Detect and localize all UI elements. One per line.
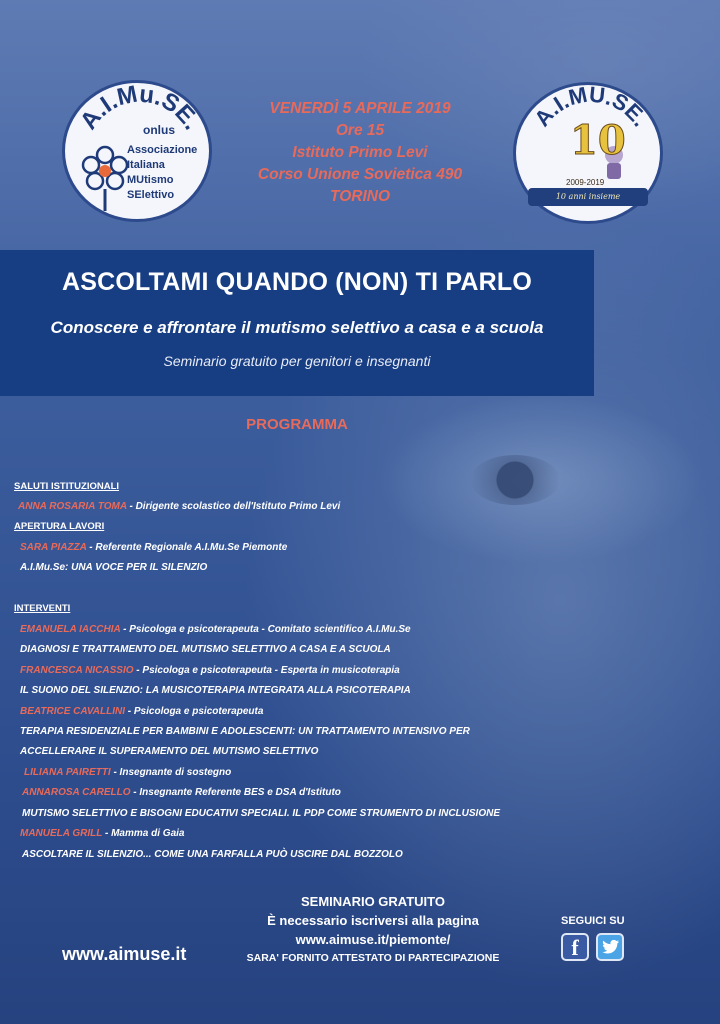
twitter-icon[interactable] <box>596 933 624 961</box>
certificate-note: SARA' FORNITO ATTESTATO DI PARTECIPAZIONE <box>246 952 500 964</box>
aimuse-logo <box>62 80 212 222</box>
seminario-gratuito: SEMINARIO GRATUITO <box>301 894 445 909</box>
program-entry: LILIANA PAIRETTI - Insegnante di sostegno <box>24 767 232 778</box>
follow-label: SEGUICI SU <box>561 915 625 927</box>
website-link[interactable]: www.aimuse.it <box>62 944 187 964</box>
program-entry: BEATRICE CAVALLINI - Psicologa e psicoterapeuta <box>20 706 264 717</box>
section-saluti: SALUTI ISTITUZIONALI <box>14 481 120 492</box>
flower-icon <box>83 147 127 211</box>
anniversary-years: 2009-2019 <box>566 178 605 187</box>
anniversary-number: 10 <box>570 117 626 164</box>
event-info <box>240 98 480 208</box>
poster-title: ASCOLTAMI QUANDO (NON) TI PARLO <box>61 268 533 296</box>
talk-title: A.I.Mu.Se: UNA VOCE PER IL SILENZIO <box>20 562 208 573</box>
event-venue: Istituto Primo Levi <box>292 144 428 161</box>
poster-tagline: Seminario gratuito per genitori e insegnanti <box>163 353 431 369</box>
event-time: Ore 15 <box>335 122 385 139</box>
svg-text:A.I.Mu.SE.: A.I.Mu.SE. <box>74 83 206 135</box>
registration-note: È necessario iscriversi alla pagina <box>267 913 479 928</box>
twitter-bird-glyph <box>598 935 622 959</box>
svg-text:A.I.MU.SE.: A.I.MU.SE. <box>529 85 654 131</box>
event-address: Corso Unione Sovietica 490 <box>257 166 463 183</box>
logo-association-name: Associazione Italiana MUtismo SElettivo <box>127 144 198 201</box>
section-apertura: APERTURA LAVORI <box>14 521 105 532</box>
event-date: VENERDÌ 5 APRILE 2019 <box>269 100 451 117</box>
talk-title: DIAGNOSI E TRATTAMENTO DEL MUTISMO SELETTIVO A CASA E A SCUOLA <box>20 644 391 655</box>
program-entry: FRANCESCA NICASSIO - Psicologa e psicoterapeuta - Esperta in musicoterapia <box>20 665 400 676</box>
talk-title: TERAPIA RESIDENZIALE PER BAMBINI E ADOLESCENTI: UN TRATTAMENTO INTENSIVO PER <box>20 726 470 737</box>
background-eye <box>470 455 560 505</box>
registration-info <box>218 892 528 968</box>
talk-title: ASCOLTARE IL SILENZIO... COME UNA FARFALLA PUÒ USCIRE DAL BOZZOLO <box>22 849 403 860</box>
program-entry: ANNA ROSARIA TOMA - Dirigente scolastico dell'Istituto Primo Levi <box>18 501 341 512</box>
program-entry: EMANUELA IACCHIA - Psicologa e psicoterapeuta - Comitato scientifico A.I.Mu.Se <box>20 624 411 635</box>
talk-title: MUTISMO SELETTIVO E BISOGNI EDUCATIVI SPECIALI. IL PDP COME STRUMENTO DI INCLUSIONE <box>22 808 500 819</box>
section-interventi: INTERVENTI <box>14 603 71 614</box>
registration-link[interactable]: www.aimuse.it/piemonte/ <box>295 932 451 947</box>
poster-subtitle: Conoscere e affrontare il mutismo selettivo a casa e a scuola <box>50 318 544 337</box>
logo-onlus: onlus <box>143 123 175 137</box>
talk-title: IL SUONO DEL SILENZIO: LA MUSICOTERAPIA INTEGRATA ALLA PSICOTERAPIA <box>20 685 411 696</box>
program-entry: MANUELA GRILL - Mamma di Gaia <box>20 828 185 839</box>
anniversary-logo <box>513 82 663 224</box>
anniversary-banner: 10 anni insieme <box>528 188 648 206</box>
program-entry: SARA PIAZZA - Referente Regionale A.I.Mu.Se Piemonte <box>20 542 288 553</box>
facebook-icon[interactable]: f <box>561 933 589 961</box>
programma-heading: PROGRAMMA <box>246 416 348 433</box>
talk-title: ACCELLERARE IL SUPERAMENTO DEL MUTISMO SELETTIVO <box>20 746 319 757</box>
event-city: TORINO <box>330 188 390 205</box>
program-entry: ANNAROSA CARELLO - Insegnante Referente BES e DSA d'Istituto <box>22 787 341 798</box>
